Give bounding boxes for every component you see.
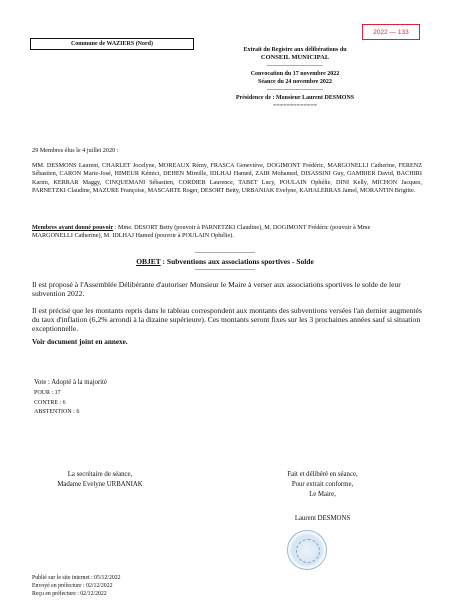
header-dash2: ----------------------------: [267, 87, 323, 93]
header-dash1: ----------------------------: [267, 63, 323, 69]
objet-title: [0, 257, 450, 266]
presidence: Présidence de : Monsieur Laurent DESMONS: [235, 95, 355, 101]
objet-dash-bottom: ------------------------------: [195, 267, 255, 273]
vote-title: Vote : Adopté à la majorité: [34, 379, 107, 386]
vote-results: [34, 389, 79, 418]
seal-inner-ring: [296, 539, 320, 563]
secretary-signature: [30, 470, 170, 490]
mayor-line1: Fait et délibéré en séance,: [287, 471, 358, 478]
members-list: MM. DESMONS Laurent, CHARLET Jocelyne, MOREAUX Rémy, FRASCA Geneviève, DOGIMONT Frédéric, MARGONELLI Catherine, FERENZ Sébastien, CARON Marie-José, HIMEUR Kémici, DEHEN Mireille, IDLHAJ Hamed, ZAIR Mohamed, DISASSINI Guy, GAMBIER David, BACHIRI Karim, KERRAR Maggy, CINQUEMANI Sébastien, CORDIER Laurence, TABET Lucy, POULAIN Ophélie, DINI Kelly, MICHON Jacques, PARNETZKI Claudine, MAZURE Françoise, MASCARTE Roger, DESORT Betty, URBANIAK Evelyne, KAHALERRAS Jamel, MORANTIN Brigitte.: [32, 162, 422, 194]
commune-name: Commune de WAZIERS (Nord): [70, 41, 154, 47]
vote-abstention: ABSTENTION : 6: [34, 409, 80, 415]
seance-date: Séance du 24 novembre 2022: [258, 79, 332, 85]
vote-contre: CONTRE : 6: [34, 399, 66, 406]
members-date: 29 Membres élus le 4 juillet 2020 :: [32, 147, 119, 154]
header-line1: Extrait du Registre aux délibérations du: [243, 47, 347, 53]
secretary-role: La secrétaire de séance,: [67, 471, 133, 478]
mayor-name: Laurent DESMONS: [294, 515, 351, 522]
header-line2: CONSEIL MUNICIPAL: [260, 54, 330, 61]
reference-number: 2022 — 133: [373, 28, 409, 36]
commune-box: [30, 38, 194, 50]
mayor-line2: Pour extrait conforme,: [291, 481, 354, 488]
objet-label: OBJET: [136, 257, 161, 266]
paragraph-details: Il est précisé que les montants repris dans le tableau correspondent aux montants des subventions versées l'an dernier augmentés du taux d'inflation (6,2% arrondi à la dizaine supérieure). Ces montants seront fixes sur les 3 prochaines années sauf si situation exceptionnelle.: [32, 306, 422, 334]
objet-dash-top: ------------------------------: [195, 250, 255, 256]
objet-text: : Subventions aux associations sportives - Solde: [160, 257, 314, 266]
header-dash3: =============: [273, 103, 317, 109]
mayor-signature: [265, 470, 380, 500]
official-seal-icon: [287, 530, 327, 570]
vote-pour: POUR : 17: [34, 390, 61, 396]
secretary-name: Madame Evelyne URBANIAK: [57, 481, 143, 488]
annex-note: Voir document joint en annexe.: [32, 338, 128, 346]
registry-header: [215, 46, 375, 110]
footer-published: Publié sur le site internet : 05/12/2022: [32, 575, 121, 581]
absent-text: : Mme. DESORT Betty (pouvoir à PARNETZKI Claudine), M. DOGIMONT Frédéric (pouvoir à Mme MARGONELLI Catherine), M. IDLHAJ Hamed (pouvoir à POULAIN Ophélie).: [32, 224, 371, 240]
absent-label: Membres ayant donné pouvoir: [32, 224, 114, 231]
convocation-date: Convocation du 17 novembre 2022: [250, 71, 340, 77]
footer-sent: Envoyé en préfecture : 02/12/2022: [32, 583, 113, 589]
mayor-line3: Le Maire,: [309, 491, 336, 498]
paragraph-proposal: Il est proposé à l'Assemblée Délibérante d'autoriser Monsieur le Maire à verser aux associations sportives le solde de leur subvention 2022.: [32, 280, 401, 299]
publication-footer: [32, 574, 121, 598]
footer-received: Reçu en préfecture : 02/12/2022: [32, 591, 107, 597]
absent-members: [32, 224, 412, 241]
reference-number-box: [362, 24, 420, 40]
